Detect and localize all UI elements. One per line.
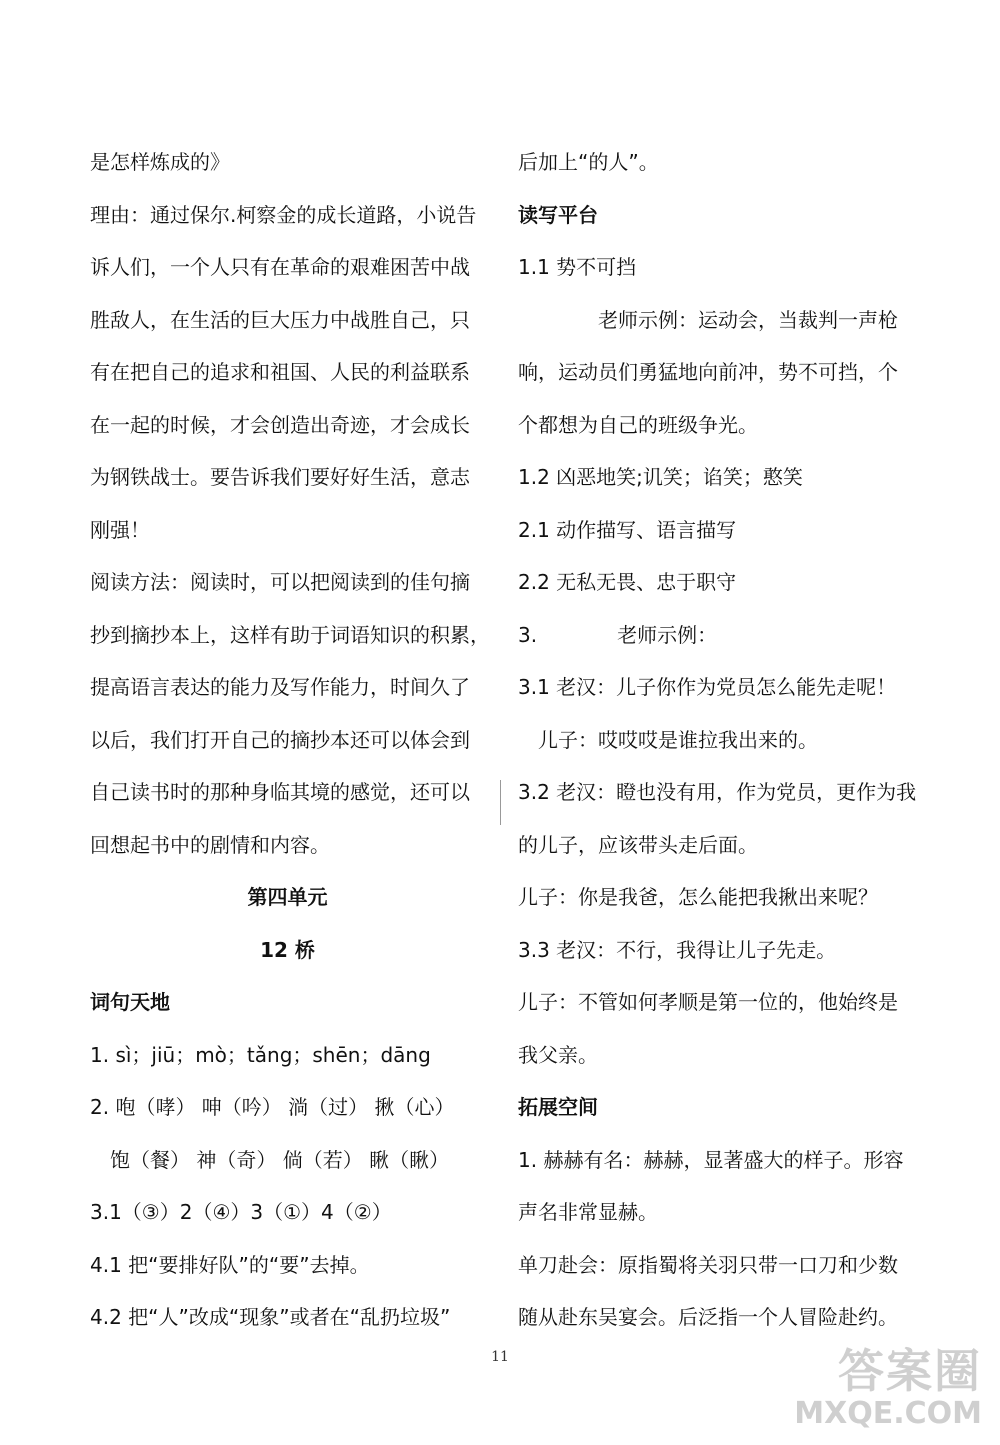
text-line: 阅读方法：阅读时，可以把阅读到的佳句摘 (90, 570, 470, 594)
unit-heading: 第四单元 (247, 885, 328, 909)
text-line: 3.1 老汉：儿子你作为党员怎么能先走呢！ (518, 675, 897, 699)
text-line: 4.1 把“要排好队”的“要”去掉。 (90, 1252, 370, 1277)
text-line: 我父亲。 (518, 1042, 598, 1067)
column-divider (500, 780, 501, 825)
text-line: 后加上“的人”。 (518, 150, 659, 174)
lesson-heading: 12 桥 (260, 937, 315, 962)
text-line: 2. 咆（哮） 呻（吟） 淌（过） 揪（心） (90, 1095, 455, 1119)
text-line: 饱（餐） 神（奇） 倘（若） 瞅（瞅） (90, 1147, 450, 1172)
text-line: 3. 老师示例： (518, 622, 718, 647)
text-line: 为钢铁战士。要告诉我们要好好生活，意志 (90, 465, 470, 489)
text-line: 自己读书时的那种身临其境的感觉，还可以 (90, 780, 470, 804)
text-line: 1.1 势不可挡 (518, 255, 637, 279)
left-column (90, 136, 490, 1344)
text-line: 有在把自己的追求和祖国、人民的利益联系 (90, 360, 470, 384)
text-line: 的儿子，应该带头走后面。 (518, 832, 758, 857)
page-number: 11 (491, 1349, 509, 1365)
watermark-logo: 答案圈 (838, 1344, 982, 1398)
text-line: 是怎样炼成的》 (90, 150, 230, 174)
text-line: 刚强！ (90, 517, 150, 542)
text-line: 声名非常显赫。 (518, 1200, 658, 1224)
text-line: 响，运动员们勇猛地向前冲，势不可挡，个 (518, 360, 898, 384)
text-line: 3.1（③）2（④）3（①）4（②） (90, 1200, 392, 1224)
text-line: 4.2 把“人”改成“现象”或者在“乱扔垃圾” (90, 1305, 451, 1329)
text-line: 单刀赴会：原指蜀将关羽只带一口刀和少数 (518, 1252, 898, 1277)
section-heading: 词句天地 (90, 990, 170, 1014)
text-line: 胜敌人，在生活的巨大压力中战胜自己，只 (90, 307, 470, 332)
text-line: 1. 赫赫有名：赫赫，显著盛大的样子。形容 (518, 1147, 904, 1172)
section-heading: 拓展空间 (518, 1095, 598, 1119)
text-line: 2.2 无私无畏、忠于职守 (518, 570, 737, 594)
watermark-url: MXQE.COM (794, 1396, 982, 1431)
text-line: 2.1 动作描写、语言描写 (518, 517, 737, 542)
text-line: 随从赴东吴宴会。后泛指一个人冒险赴约。 (518, 1305, 898, 1329)
text-line: 3.3 老汉：不行，我得让儿子先走。 (518, 937, 837, 962)
text-line: 1.2 凶恶地笑;讥笑；谄笑；憨笑 (518, 465, 803, 489)
text-line: 提高语言表达的能力及写作能力，时间久了 (90, 675, 470, 699)
text-line: 回想起书中的剧情和内容。 (90, 832, 330, 857)
text-line: 儿子：你是我爸，怎么能把我揪出来呢？ (518, 885, 878, 909)
text-line: 3.2 老汉：瞪也没有用，作为党员，更作为我 (518, 780, 917, 804)
text-line: 诉人们，一个人只有在革命的艰难困苦中战 (90, 255, 470, 279)
section-heading: 读写平台 (518, 202, 598, 227)
text-line: 儿子：哎哎哎是谁拉我出来的。 (518, 727, 818, 752)
text-line: 抄到摘抄本上，这样有助于词语知识的积累， (90, 622, 490, 647)
text-line: 理由：通过保尔.柯察金的成长道路，小说告 (90, 202, 477, 227)
text-line: 儿子：不管如何孝顺是第一位的，他始终是 (518, 990, 898, 1014)
text-line: 以后，我们打开自己的摘抄本还可以体会到 (90, 727, 470, 752)
text-line: 个都想为自己的班级争光。 (518, 412, 758, 437)
text-line: 在一起的时候，才会创造出奇迹，才会成长 (90, 412, 470, 437)
text-line: 老师示例：运动会，当裁判一声枪 (518, 307, 898, 332)
watermark (782, 1335, 982, 1435)
right-column (518, 136, 918, 1344)
text-line: 1. sì；jiū；mò；tǎng；shēn；dāng (90, 1042, 431, 1067)
